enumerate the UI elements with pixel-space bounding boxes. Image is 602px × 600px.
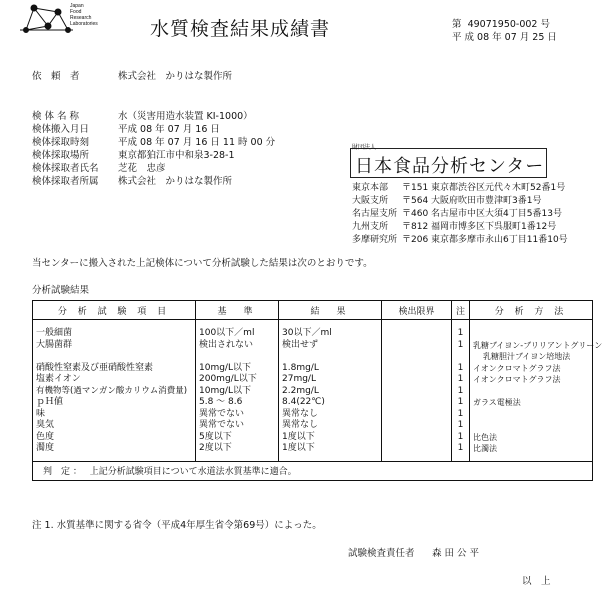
branch-name: 多摩研究所 [352,235,398,245]
note-value: 1 [457,431,464,442]
standard-value: 異常でない [199,408,245,419]
note-value: 1 [457,385,464,396]
note-value: 1 [457,420,464,430]
section-title: 分析試験結果 [32,285,90,296]
method-value [473,409,589,421]
method-value: イオンクロマトグラフ法 [473,363,561,373]
sample-label: 検 体 名 称 [32,111,80,122]
item-name: 塩素イオン [36,374,81,384]
sample-value: 株式会社 かりはな製作所 [118,176,233,187]
result-value: 検出せず [282,339,319,350]
note-value: 1 [457,374,464,384]
intro-text: 当センターに搬入された上記検体について分析試験した結果は次のとおりです。 [32,258,373,269]
item-name: ｐＨ値 [36,397,64,407]
document-date: 平 成 08 年 07 月 25 日 [452,32,557,43]
standard-value: 10mg/L以下 [199,362,251,373]
notes-column [452,320,470,462]
method-value: 乳糖胆汁ブイヨン培地法 [483,352,571,361]
closing-text: 以 上 [522,576,551,587]
note-value: 1 [457,339,464,350]
method-value: 乳糖ブイヨン-ブリリアントグリーン [473,340,602,350]
header-method: 分 析 方 法 [470,301,593,320]
sample-label: 検体採取者所属 [32,176,99,187]
item-name: 有機物等(過マンガン酸カリウム消費量) [36,385,188,396]
branch-address: 〒812 福岡市博多区下呉服町1番12号 [402,222,557,232]
sample-label: 検体採取時刻 [32,137,90,148]
judgement-row [33,461,593,480]
header-detection-limit: 検出限界 [382,301,452,320]
signer-name: 森 田 公 平 [432,548,480,559]
method-value [473,420,589,432]
note-value: 1 [457,397,464,407]
branch-address: 〒206 東京都多摩市永山6丁目11番10号 [402,235,568,245]
item-name [36,351,192,363]
header-result: 結 果 [279,301,382,320]
item-name: 一般細菌 [36,328,73,338]
methods-column [470,320,602,462]
note-value: 1 [457,328,464,338]
branch-name: 東京本部 [352,183,389,193]
method-value: 比色法 [473,432,497,442]
note-value: 1 [457,362,464,373]
result-value: 27mg/L [282,374,316,384]
branch-address: 〒460 名古屋市中区大須4丁目5番13号 [402,209,562,219]
item-name: 大腸菌群 [36,339,73,350]
sample-value: 平成 08 年 07 月 16 日 11 時 00 分 [118,137,276,148]
note-value: 1 [457,443,464,453]
method-value [473,386,589,398]
standards-column [196,320,279,462]
result-value [282,351,378,363]
method-value: イオンクロマトグラフ法 [473,375,561,384]
standard-value: 2度以下 [199,443,232,453]
result-value: 1度以下 [282,431,315,442]
item-name: 臭気 [36,420,55,430]
sample-label: 検体搬入月日 [32,124,90,135]
table-header-row [33,301,593,320]
method-value: 比濁法 [473,444,497,453]
result-value: 異常なし [282,420,319,430]
results-table [32,300,602,481]
sample-label: 検体採取場所 [32,150,90,161]
table-body-row [33,320,593,462]
standard-value: 異常でない [199,420,245,430]
standard-value: 100以下／ml [199,328,255,338]
judgement-text: 上記分析試験項目について水道法水質基準に適合。 [89,467,297,477]
branch-name: 名古屋支所 [352,209,398,219]
results-column [279,320,382,462]
sample-value: 平成 08 年 07 月 16 日 [118,124,220,135]
result-value: 8.4(22℃) [282,397,325,407]
sample-label: 検体採取者氏名 [32,163,99,174]
result-value: 異常なし [282,408,319,419]
branch-name: 大阪支所 [352,196,389,206]
standard-value: 200mg/L以下 [199,374,257,384]
footnote: 注 1. 水質基準に関する省令（平成4年厚生省令第69号）によった。 [32,520,322,531]
header-item: 分 析 試 験 項 目 [33,301,196,320]
result-value: 2.2mg/L [282,385,319,396]
items-column [33,320,196,462]
standard-value [199,351,275,363]
standard-value: 検出されない [199,339,254,350]
sample-value: 東京都狛江市中和泉3-28-1 [118,150,235,161]
header-standard: 基 準 [196,301,279,320]
note-value: 1 [457,408,464,419]
logo-text: Japan Food Research Laboratories [70,3,98,27]
result-value: 1.8mg/L [282,362,319,373]
client-value: 株式会社 かりはな製作所 [118,71,233,82]
organization-type: 財団法人 [352,144,377,151]
organization-name: 日本食品分析センター [355,156,545,177]
result-value: 30以下／ml [282,328,332,338]
branch-address: 〒564 大阪府吹田市豊津町3番1号 [402,196,542,206]
document-title: 水質検査結果成績書 [150,18,331,40]
organization-stamp [350,144,547,178]
standard-value: 5度以下 [199,431,232,442]
client-label: 依 頼 者 [32,71,80,82]
method-value [473,328,589,340]
standard-value: 5.8 ～ 8.6 [199,397,243,407]
item-name: 硝酸性窒素及び亜硝酸性窒素 [36,362,154,373]
item-name: 味 [36,408,46,419]
branch-address: 〒151 東京都渋谷区元代々木町52番1号 [402,183,566,193]
item-name: 色度 [36,431,55,442]
branch-name: 九州支所 [352,222,389,232]
judgement-label: 判 定 [43,467,71,477]
sample-value: 芝花 忠彦 [118,163,166,174]
detection-limit-column [382,320,452,462]
signer-label: 試験検査責任者 [348,548,415,559]
method-value: ガラス電極法 [473,398,521,407]
document-number: 第 49071950-002 号 平 成 08 年 07 月 25 日 [452,19,557,43]
note-value [455,351,466,363]
result-value: 1度以下 [282,443,315,453]
header-note: 注 [452,301,470,320]
sample-value: 水（災害用造水装置 KI-1000） [118,111,253,122]
standard-value: 10mg/L以下 [199,385,251,396]
judgement-cell: 判 定 ： 上記分析試験項目について水道法水質基準に適合。 [33,461,593,480]
item-name: 濁度 [36,443,55,453]
